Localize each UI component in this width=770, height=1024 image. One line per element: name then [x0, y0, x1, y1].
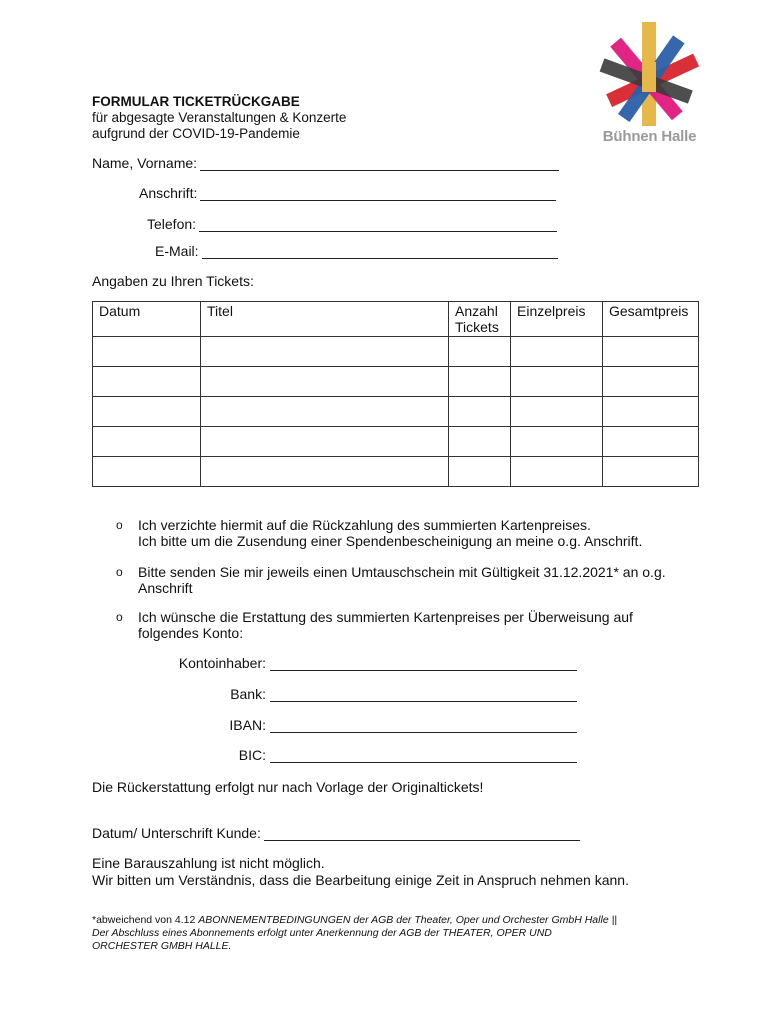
table-row	[93, 337, 699, 367]
logo-wordmark: Bühnen Halle	[602, 128, 697, 145]
bic-input-line[interactable]	[270, 749, 577, 763]
option-line: Ich bitte um die Zusendung einer Spendenbescheinigung an meine o.g. Anschrift.	[138, 533, 643, 549]
footnote-line	[92, 914, 692, 927]
table-row	[93, 367, 699, 397]
bank-field[interactable]	[176, 686, 577, 702]
cash-note-line: Eine Barauszahlung ist nicht möglich.	[92, 855, 325, 871]
tickets-section-label: Angaben zu Ihren Tickets:	[92, 273, 254, 289]
tickets-table	[92, 301, 699, 487]
account-holder-field[interactable]	[176, 655, 577, 671]
table-cell[interactable]	[511, 397, 603, 427]
column-header-gesamtpreis: Gesamtpreis	[603, 302, 699, 337]
footnote-prefix: *abweichend von 4.12	[92, 914, 199, 926]
footnote-line: Der Abschluss eines Abonnements erfolgt unter Anerkennung der AGB der THEATER, OPER UND	[92, 927, 552, 939]
address-label: Anschrift:	[139, 185, 198, 201]
table-cell[interactable]	[603, 457, 699, 487]
checkbox-bullet[interactable]: o	[116, 518, 123, 532]
table-cell[interactable]	[93, 397, 201, 427]
footnote-line: ORCHESTER GMBH HALLE.	[92, 940, 232, 952]
option-text	[138, 564, 678, 596]
table-cell[interactable]	[201, 337, 449, 367]
table-header-row	[93, 302, 699, 337]
table-row	[93, 427, 699, 457]
subtitle-line: aufgrund der COVID-19-Pandemie	[92, 125, 300, 141]
name-field[interactable]	[92, 155, 559, 171]
anzahl-line: Anzahl	[455, 303, 498, 319]
iban-label: IBAN:	[229, 717, 266, 733]
table-cell[interactable]	[449, 397, 511, 427]
bic-field[interactable]	[176, 747, 577, 763]
account-holder-input-line[interactable]	[270, 657, 577, 671]
table-cell[interactable]	[449, 457, 511, 487]
table-cell[interactable]	[603, 427, 699, 457]
option-refund[interactable]	[116, 609, 678, 641]
iban-input-line[interactable]	[270, 719, 577, 733]
email-label: E-Mail:	[155, 243, 199, 259]
table-cell[interactable]	[93, 427, 201, 457]
form-subtitle	[92, 110, 346, 141]
phone-field[interactable]	[147, 216, 557, 232]
column-header-einzelpreis: Einzelpreis	[511, 302, 603, 337]
table-cell[interactable]	[511, 457, 603, 487]
signature-input-line[interactable]	[264, 827, 580, 841]
table-cell[interactable]	[201, 457, 449, 487]
table-cell[interactable]	[449, 337, 511, 367]
email-input-line[interactable]	[202, 245, 558, 259]
address-input-line[interactable]	[200, 187, 556, 201]
column-header-datum: Datum	[93, 302, 201, 337]
table-cell[interactable]	[93, 367, 201, 397]
column-header-anzahl	[449, 302, 511, 337]
form-title: FORMULAR TICKETRÜCKGABE	[92, 94, 300, 109]
table-cell[interactable]	[511, 337, 603, 367]
option-line: Anschrift	[138, 580, 193, 596]
signature-label: Datum/ Unterschrift Kunde:	[92, 825, 261, 841]
table-cell[interactable]	[449, 367, 511, 397]
table-cell[interactable]	[603, 367, 699, 397]
iban-field[interactable]	[176, 717, 577, 733]
bank-input-line[interactable]	[270, 688, 577, 702]
table-cell[interactable]	[201, 397, 449, 427]
name-input-line[interactable]	[200, 157, 559, 171]
account-holder-label: Kontoinhaber:	[178, 655, 266, 671]
cash-note-line: Wir bitten um Verständnis, dass die Bearbeitung einige Zeit in Anspruch nehmen kann.	[92, 872, 629, 888]
table-cell[interactable]	[449, 427, 511, 457]
signature-field[interactable]	[92, 825, 580, 841]
table-cell[interactable]	[603, 397, 699, 427]
table-row	[93, 457, 699, 487]
option-line: Ich verzichte hiermit auf die Rückzahlung des summierten Kartenpreises.	[138, 517, 591, 533]
column-header-titel: Titel	[201, 302, 449, 337]
footnote	[92, 914, 692, 953]
phone-input-line[interactable]	[199, 218, 557, 232]
table-cell[interactable]	[93, 337, 201, 367]
subtitle-line: für abgesagte Veranstaltungen & Konzerte	[92, 110, 347, 125]
table-cell[interactable]	[603, 337, 699, 367]
footnote-agb-ref: ABONNEMENTBEDINGUNGEN der AGB der Theater, Oper und Orchester GmbH Halle ||	[198, 914, 618, 926]
option-line: folgendes Konto:	[138, 625, 244, 641]
option-line: Ich wünsche die Erstattung des summierten Kartenpreises per Überweisung auf	[138, 609, 633, 625]
original-tickets-note: Die Rückerstattung erfolgt nur nach Vorlage der Originaltickets!	[92, 779, 484, 795]
table-cell[interactable]	[511, 427, 603, 457]
address-field[interactable]	[139, 185, 556, 201]
table-cell[interactable]	[201, 427, 449, 457]
table-cell[interactable]	[511, 367, 603, 397]
email-field[interactable]	[155, 243, 558, 259]
option-text	[138, 517, 678, 549]
bank-label: Bank:	[230, 686, 266, 702]
option-text	[138, 609, 678, 641]
checkbox-bullet[interactable]: o	[116, 610, 123, 624]
name-label: Name, Vorname:	[92, 155, 198, 171]
anzahl-line: Tickets	[455, 319, 499, 335]
table-cell[interactable]	[93, 457, 201, 487]
option-voucher[interactable]	[116, 564, 678, 596]
option-line: Bitte senden Sie mir jeweils einen Umtauschschein mit Gültigkeit 31.12.2021* an o.g.	[138, 564, 666, 580]
bic-label: BIC:	[238, 747, 266, 763]
cash-note	[92, 855, 629, 889]
option-donation[interactable]	[116, 517, 678, 549]
table-row	[93, 397, 699, 427]
checkbox-bullet[interactable]: o	[116, 565, 123, 579]
table-cell[interactable]	[201, 367, 449, 397]
phone-label: Telefon:	[147, 216, 197, 232]
